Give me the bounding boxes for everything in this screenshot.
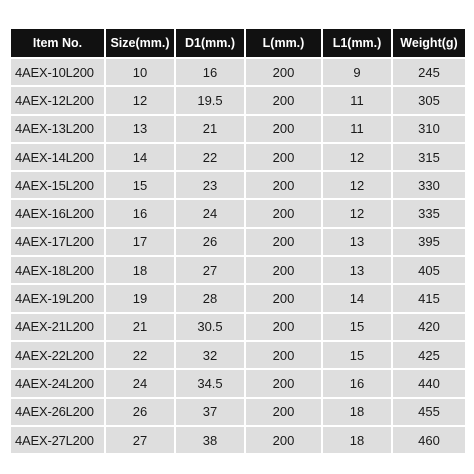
spec-table xyxy=(9,27,467,455)
header-size: Size(mm.) xyxy=(106,29,174,57)
length-cell: 200 xyxy=(246,144,321,170)
item-no-cell: 4AEX-26L200 xyxy=(11,399,104,425)
length-cell: 200 xyxy=(246,370,321,396)
item-no-cell: 4AEX-22L200 xyxy=(11,342,104,368)
item-no-cell: 4AEX-16L200 xyxy=(11,200,104,226)
length-cell: 200 xyxy=(246,59,321,85)
item-no-cell: 4AEX-10L200 xyxy=(11,59,104,85)
length-cell: 200 xyxy=(246,342,321,368)
header-l1: L1(mm.) xyxy=(323,29,391,57)
item-no-cell: 4AEX-15L200 xyxy=(11,172,104,198)
table-row xyxy=(11,427,465,453)
size-cell: 14 xyxy=(106,144,174,170)
l1-cell: 12 xyxy=(323,200,391,226)
size-cell: 24 xyxy=(106,370,174,396)
size-cell: 17 xyxy=(106,229,174,255)
l1-cell: 15 xyxy=(323,342,391,368)
size-cell: 16 xyxy=(106,200,174,226)
size-cell: 21 xyxy=(106,314,174,340)
item-no-cell: 4AEX-18L200 xyxy=(11,257,104,283)
table-row xyxy=(11,144,465,170)
item-no-cell: 4AEX-13L200 xyxy=(11,116,104,142)
size-cell: 10 xyxy=(106,59,174,85)
table-row xyxy=(11,370,465,396)
length-cell: 200 xyxy=(246,87,321,113)
header-item-no: Item No. xyxy=(11,29,104,57)
l1-cell: 11 xyxy=(323,87,391,113)
item-no-cell: 4AEX-24L200 xyxy=(11,370,104,396)
weight-cell: 405 xyxy=(393,257,465,283)
d1-cell: 26 xyxy=(176,229,244,255)
d1-cell: 38 xyxy=(176,427,244,453)
d1-cell: 32 xyxy=(176,342,244,368)
weight-cell: 425 xyxy=(393,342,465,368)
item-no-cell: 4AEX-19L200 xyxy=(11,285,104,311)
size-cell: 18 xyxy=(106,257,174,283)
header-row xyxy=(11,29,465,57)
d1-cell: 21 xyxy=(176,116,244,142)
weight-cell: 415 xyxy=(393,285,465,311)
l1-cell: 18 xyxy=(323,399,391,425)
l1-cell: 9 xyxy=(323,59,391,85)
table-row xyxy=(11,87,465,113)
size-cell: 12 xyxy=(106,87,174,113)
item-no-cell: 4AEX-12L200 xyxy=(11,87,104,113)
weight-cell: 310 xyxy=(393,116,465,142)
weight-cell: 455 xyxy=(393,399,465,425)
length-cell: 200 xyxy=(246,172,321,198)
l1-cell: 11 xyxy=(323,116,391,142)
d1-cell: 23 xyxy=(176,172,244,198)
length-cell: 200 xyxy=(246,257,321,283)
header-length: L(mm.) xyxy=(246,29,321,57)
length-cell: 200 xyxy=(246,399,321,425)
weight-cell: 335 xyxy=(393,200,465,226)
l1-cell: 15 xyxy=(323,314,391,340)
table-body xyxy=(11,59,465,453)
length-cell: 200 xyxy=(246,200,321,226)
l1-cell: 18 xyxy=(323,427,391,453)
item-no-cell: 4AEX-21L200 xyxy=(11,314,104,340)
item-no-cell: 4AEX-27L200 xyxy=(11,427,104,453)
d1-cell: 22 xyxy=(176,144,244,170)
table-row xyxy=(11,200,465,226)
weight-cell: 315 xyxy=(393,144,465,170)
length-cell: 200 xyxy=(246,229,321,255)
header-d1: D1(mm.) xyxy=(176,29,244,57)
weight-cell: 395 xyxy=(393,229,465,255)
l1-cell: 13 xyxy=(323,257,391,283)
item-no-cell: 4AEX-17L200 xyxy=(11,229,104,255)
length-cell: 200 xyxy=(246,285,321,311)
d1-cell: 37 xyxy=(176,399,244,425)
l1-cell: 14 xyxy=(323,285,391,311)
table-row xyxy=(11,399,465,425)
l1-cell: 13 xyxy=(323,229,391,255)
table-row xyxy=(11,172,465,198)
d1-cell: 27 xyxy=(176,257,244,283)
table-row xyxy=(11,229,465,255)
d1-cell: 16 xyxy=(176,59,244,85)
d1-cell: 28 xyxy=(176,285,244,311)
d1-cell: 34.5 xyxy=(176,370,244,396)
weight-cell: 330 xyxy=(393,172,465,198)
size-cell: 19 xyxy=(106,285,174,311)
table-row xyxy=(11,257,465,283)
header-weight: Weight(g) xyxy=(393,29,465,57)
weight-cell: 420 xyxy=(393,314,465,340)
l1-cell: 12 xyxy=(323,144,391,170)
size-cell: 13 xyxy=(106,116,174,142)
length-cell: 200 xyxy=(246,314,321,340)
length-cell: 200 xyxy=(246,427,321,453)
d1-cell: 24 xyxy=(176,200,244,226)
table-row xyxy=(11,59,465,85)
l1-cell: 16 xyxy=(323,370,391,396)
l1-cell: 12 xyxy=(323,172,391,198)
weight-cell: 440 xyxy=(393,370,465,396)
size-cell: 22 xyxy=(106,342,174,368)
table-row xyxy=(11,314,465,340)
size-cell: 15 xyxy=(106,172,174,198)
length-cell: 200 xyxy=(246,116,321,142)
d1-cell: 30.5 xyxy=(176,314,244,340)
weight-cell: 245 xyxy=(393,59,465,85)
item-no-cell: 4AEX-14L200 xyxy=(11,144,104,170)
table-row xyxy=(11,342,465,368)
weight-cell: 305 xyxy=(393,87,465,113)
size-cell: 27 xyxy=(106,427,174,453)
table-row xyxy=(11,285,465,311)
table-row xyxy=(11,116,465,142)
d1-cell: 19.5 xyxy=(176,87,244,113)
size-cell: 26 xyxy=(106,399,174,425)
weight-cell: 460 xyxy=(393,427,465,453)
